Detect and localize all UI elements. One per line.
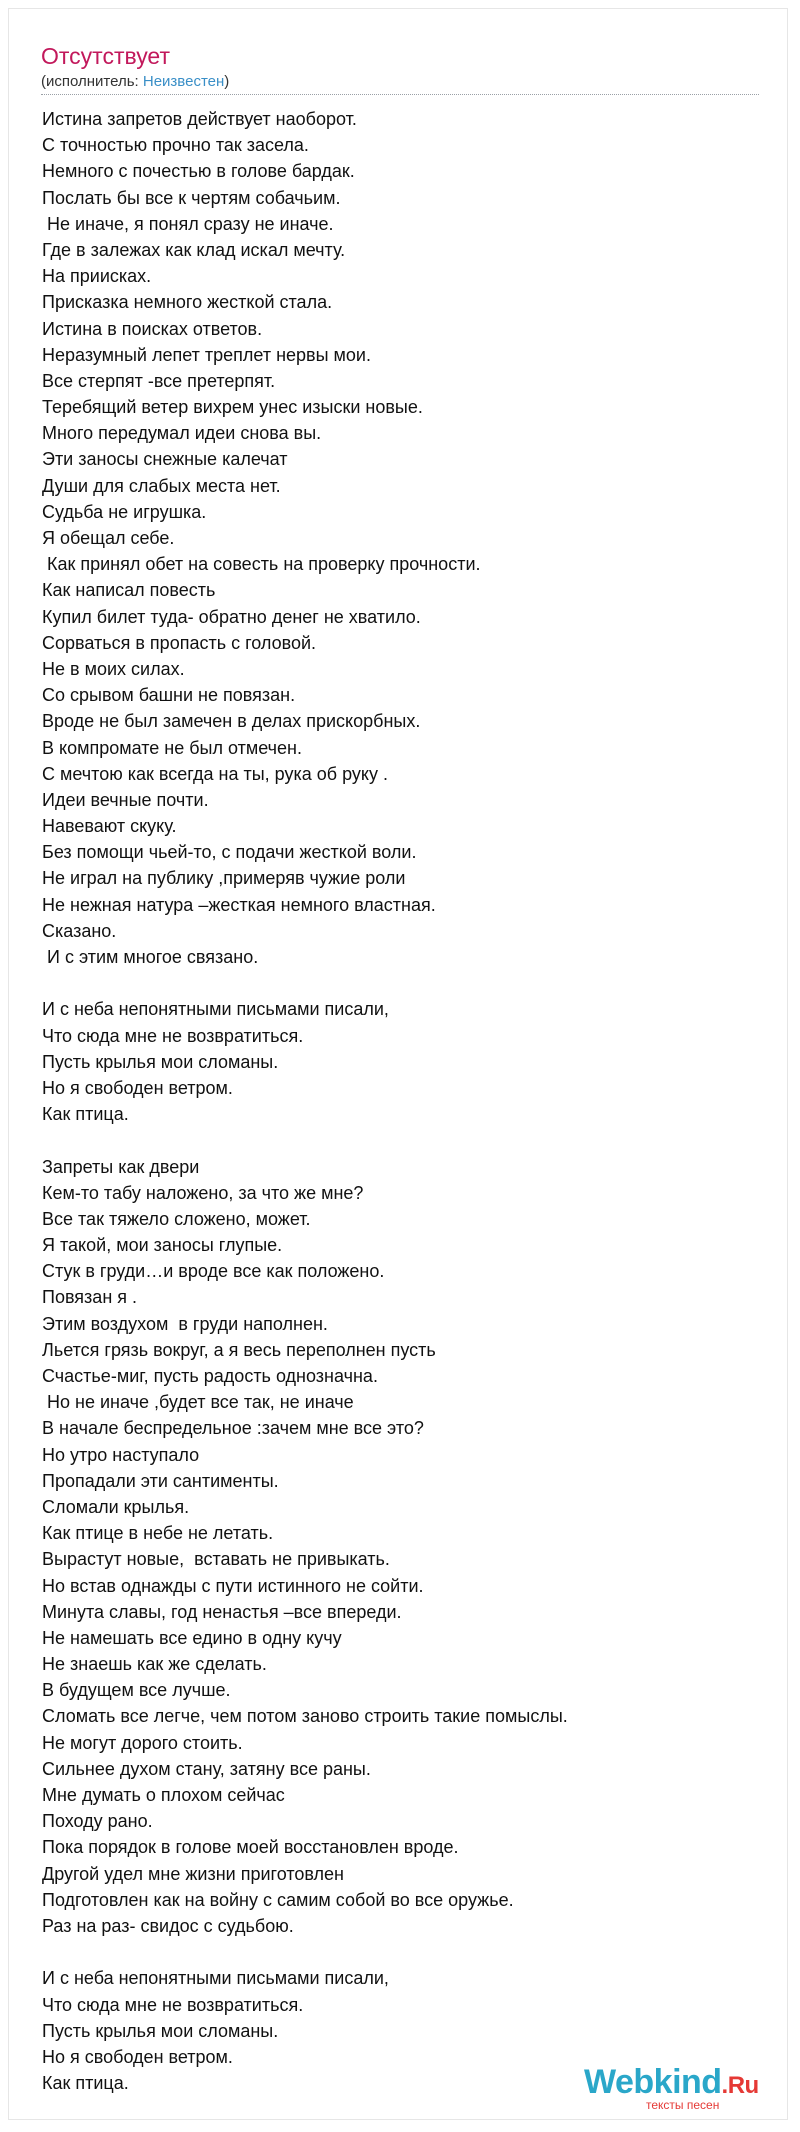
artist-suffix: ) <box>224 73 230 90</box>
lyric-line: Не намешать все едино в одну кучу <box>42 1627 342 1648</box>
lyric-line: Сказано. <box>42 920 117 941</box>
lyric-line <box>42 1939 762 1965</box>
lyric-line: Пусть крылья мои сломаны. <box>42 1051 279 1072</box>
lyric-line: Кем-то табу наложено, за что же мне? <box>42 1182 364 1203</box>
webkind-logo[interactable] <box>584 2062 774 2116</box>
lyric-line: На приисках. <box>42 266 152 287</box>
lyric-line: Судьба не игрушка. <box>42 501 207 522</box>
lyric-line: Как птица. <box>42 2073 129 2094</box>
lyric-line: Все стерпят -все претерпят. <box>42 370 276 391</box>
lyric-line: Запреты как двери <box>42 1156 200 1177</box>
lyric-line: В компромате не был отмечен. <box>42 737 302 758</box>
lyric-line: Души для слабых места нет. <box>42 475 281 496</box>
lyric-line: Вырастут новые, вставать не привыкать. <box>42 1549 390 1570</box>
lyric-line: Без помощи чьей-то, с подачи жесткой воли. <box>42 842 417 863</box>
lyric-line: Не нежная натура –жесткая немного властная. <box>42 894 436 915</box>
lyric-line: Эти заносы снежные калечат <box>42 449 288 470</box>
lyric-line: Немного с почестью в голове бардак. <box>42 161 355 182</box>
lyric-line: Пусть крылья мои сломаны. <box>42 2020 279 2041</box>
lyric-line: Мне думать о плохом сейчас <box>42 1785 285 1805</box>
song-title: Отсутствует <box>41 43 170 69</box>
lyric-line: Как птице в небе не летать. <box>42 1523 274 1544</box>
lyric-line: Как принял обет на совесть на проверку прочности. <box>42 554 481 575</box>
lyric-line: Но я свободен ветром. <box>42 2046 233 2067</box>
lyric-line: Счастье-миг, пусть радость однозначна. <box>42 1366 378 1386</box>
lyric-line: Не играл на публику ,примеряв чужие роли <box>42 868 406 889</box>
lyric-line: Я такой, мои заносы глупые. <box>42 1235 283 1256</box>
lyric-line: Теребящий ветер вихрем унес изыски новые. <box>42 397 423 418</box>
lyric-line: В начале беспредельное :зачем мне все это? <box>42 1418 424 1439</box>
lyric-line: Пока порядок в голове моей восстановлен вроде. <box>42 1837 459 1858</box>
lyric-line: Что сюда мне не возвратиться. <box>42 1994 304 2015</box>
lyric-line: Но я свободен ветром. <box>42 1077 233 1098</box>
lyric-line: Повязан я . <box>42 1287 138 1308</box>
lyric-line: Идеи вечные почти. <box>42 789 209 810</box>
lyric-line: Сломать все легче, чем потом заново строить такие помыслы. <box>42 1706 568 1727</box>
lyric-line: Стук в груди…и вроде все как положено. <box>42 1261 385 1282</box>
logo-tld: .Ru <box>721 2072 759 2099</box>
title-divider <box>41 94 759 95</box>
lyric-line: Истина запретов действует наоборот. <box>42 109 357 129</box>
lyric-line: Но не иначе ,будет все так, не иначе <box>42 1392 354 1413</box>
logo-name: Webkind <box>584 2063 722 2101</box>
lyric-line: Я обещал себе. <box>42 528 175 548</box>
lyric-line <box>42 970 762 996</box>
lyric-line: И с неба непонятными письмами писали, <box>42 1968 389 1989</box>
lyric-line: Сильнее духом стану, затяну все раны. <box>42 1758 371 1779</box>
lyric-line: Со срывом башни не повязан. <box>42 685 296 706</box>
lyric-line: Что сюда мне не возвратиться. <box>42 1025 304 1046</box>
lyric-line: И с неба непонятными письмами писали, <box>42 999 389 1020</box>
lyric-line: Не знаешь как же сделать. <box>42 1654 267 1675</box>
lyric-line: Льется грязь вокруг, а я весь переполнен пусть <box>42 1339 436 1360</box>
lyric-line: Вроде не был замечен в делах прискорбных. <box>42 711 421 732</box>
lyric-line: С мечтою как всегда на ты, рука об руку . <box>42 763 388 784</box>
lyric-line: Сорваться в пропасть с головой. <box>42 632 317 653</box>
lyric-line: Истина в поисках ответов. <box>42 318 263 339</box>
lyric-line: Но встав однажды с пути истинного не сойти. <box>42 1575 424 1596</box>
lyric-line: Минута славы, год ненастья –все впереди. <box>42 1601 402 1622</box>
lyric-line: Но утро наступало <box>42 1444 200 1465</box>
lyric-line: Сломали крылья. <box>42 1496 190 1517</box>
lyric-line: Этим воздухом в груди наполнен. <box>42 1313 328 1334</box>
lyric-line: И с этим многое связано. <box>42 947 259 967</box>
lyric-line: Где в залежах как клад искал мечту. <box>42 239 346 260</box>
lyric-line: Все так тяжело сложено, может. <box>42 1208 311 1229</box>
lyric-line: Купил билет туда- обратно денег не хватило. <box>42 606 421 627</box>
lyric-line: Походу рано. <box>42 1811 153 1832</box>
lyric-line: Послать бы все к чертям собачьим. <box>42 187 341 208</box>
lyric-line: Присказка немного жесткой стала. <box>42 292 333 313</box>
lyric-line: Подготовлен как на войну с самим собой во все оружье. <box>42 1889 514 1910</box>
lyric-line: Раз на раз- свидос с судьбою. <box>42 1915 294 1936</box>
lyric-line: Много передумал идеи снова вы. <box>42 423 322 444</box>
lyrics-body <box>42 106 762 2096</box>
logo-tagline: тексты песен <box>646 2098 720 2112</box>
lyric-line: С точностью прочно так засела. <box>42 135 309 156</box>
lyric-line: Не могут дорого стоить. <box>42 1732 243 1753</box>
lyric-line: Пропадали эти сантименты. <box>42 1470 279 1491</box>
lyric-line: Не иначе, я понял сразу не иначе. <box>42 213 334 234</box>
artist-prefix: (исполнитель: <box>41 73 143 90</box>
lyric-line: Не в моих силах. <box>42 658 185 679</box>
lyric-line: Другой удел мне жизни приготовлен <box>42 1863 344 1884</box>
lyric-line: Навевают скуку. <box>42 816 177 837</box>
lyric-line <box>42 1127 762 1153</box>
lyric-line: Неразумный лепет треплет нервы мои. <box>42 344 371 365</box>
artist-link[interactable]: Неизвестен <box>142 73 225 90</box>
lyric-line: Как птица. <box>42 1104 129 1125</box>
lyric-line: Как написал повесть <box>42 580 216 601</box>
artist-line <box>41 73 229 91</box>
lyric-line: В будущем все лучше. <box>42 1680 231 1701</box>
